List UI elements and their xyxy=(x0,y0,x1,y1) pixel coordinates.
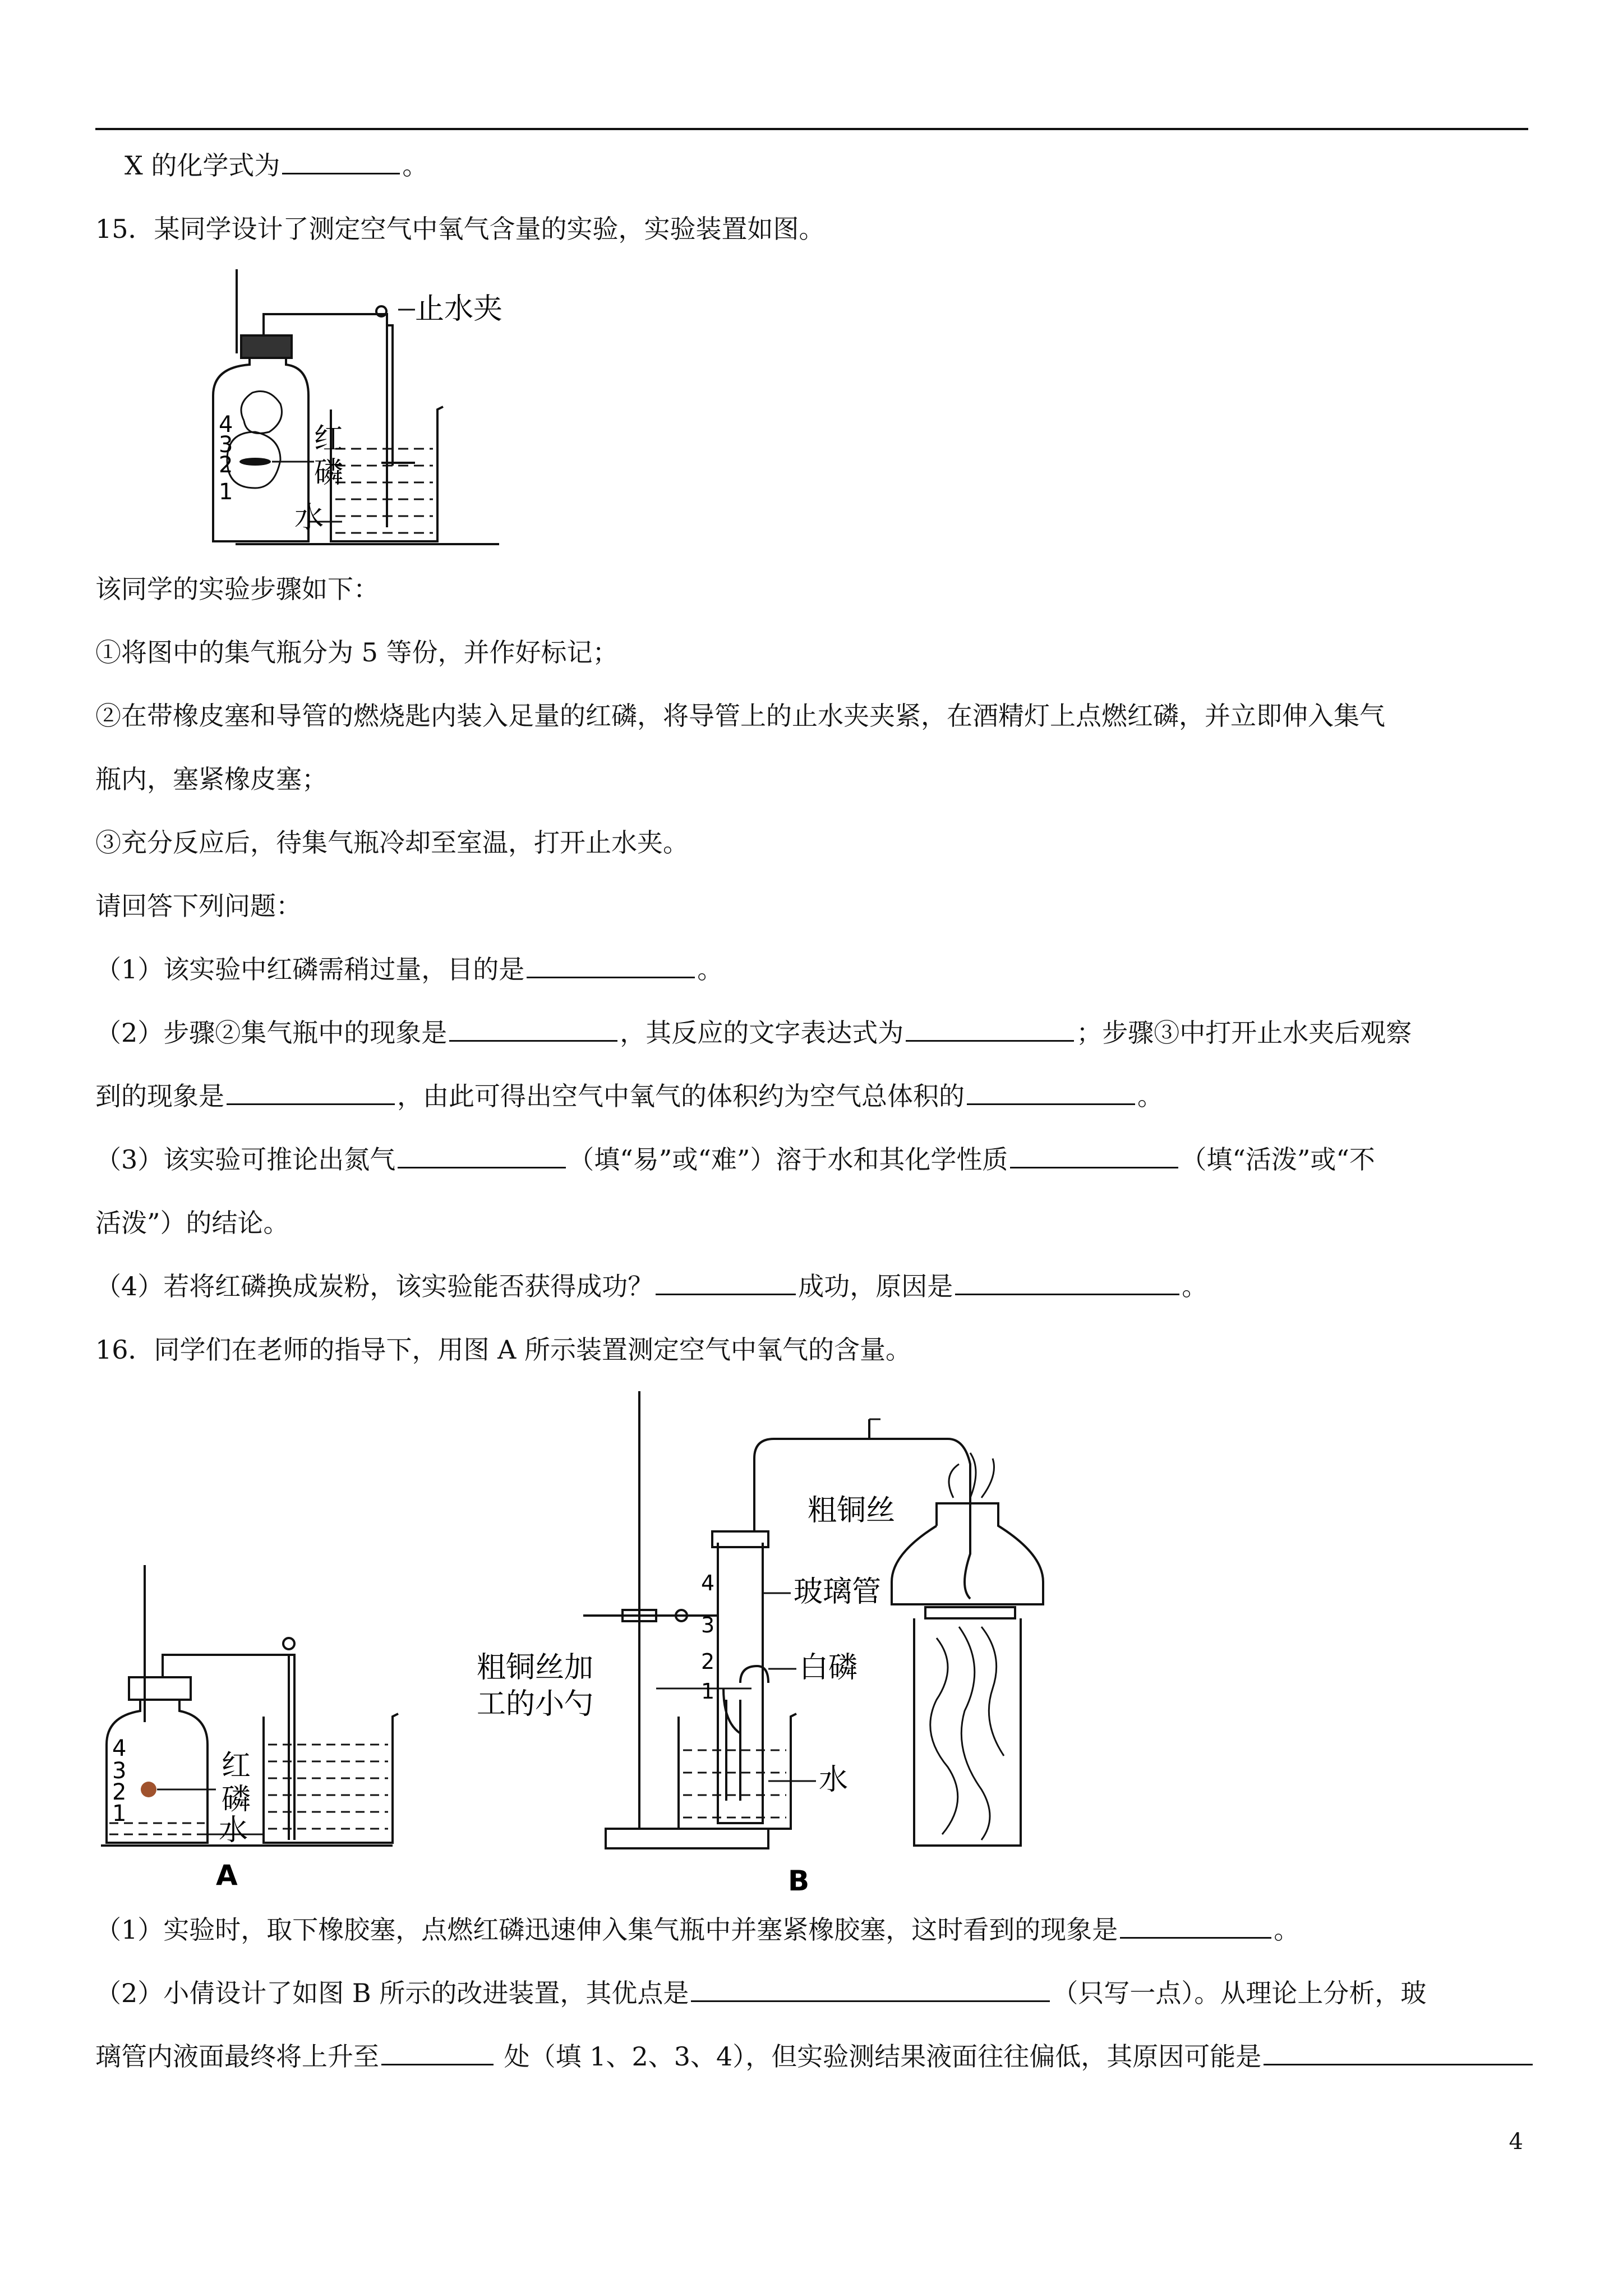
q15-questions-intro: 请回答下列问题： xyxy=(95,891,302,921)
q14-tail-line: X 的化学式为 。 xyxy=(125,150,428,181)
label-glass-tube: 玻璃管 xyxy=(794,1575,882,1609)
mark-1: 1 xyxy=(701,1679,715,1704)
label-red-2: 磷 xyxy=(314,456,344,490)
label-spoon-2: 工的小勺 xyxy=(477,1687,594,1721)
label-water: 水 xyxy=(819,1763,849,1797)
label-water: 水 xyxy=(294,501,324,535)
answer-blank[interactable] xyxy=(955,1270,1179,1295)
label-red-1: 红 xyxy=(314,422,344,456)
page-number: 4 xyxy=(1509,2129,1523,2155)
q15-apparatus-figure xyxy=(202,269,516,550)
q16-figure-b xyxy=(477,1386,1082,1902)
mark-4: 4 xyxy=(701,1571,715,1595)
mark-1: 1 xyxy=(219,479,233,505)
answer-blank[interactable] xyxy=(691,1977,1050,2002)
q15-steps-intro: 该同学的实验步骤如下： xyxy=(95,574,379,604)
label-spoon-1: 粗铜丝加 xyxy=(477,1651,594,1685)
tube-stopper xyxy=(712,1531,768,1547)
answer-blank[interactable] xyxy=(398,1143,566,1168)
answer-blank[interactable] xyxy=(449,1016,617,1042)
q16-title: 16．同学们在老师的指导下，用图 A 所示装置测定空气中氧气的含量。 xyxy=(95,1335,911,1365)
alcohol-lamp xyxy=(892,1503,1043,1604)
label-white-phosphorus: 白磷 xyxy=(799,1651,858,1685)
answer-blank[interactable] xyxy=(967,1080,1135,1105)
mark-3: 3 xyxy=(701,1613,715,1637)
answer-blank[interactable] xyxy=(527,953,695,978)
header-rule xyxy=(95,128,1528,130)
answer-blank[interactable] xyxy=(381,2040,494,2065)
q15-step-2b: 瓶内，塞紧橡皮塞； xyxy=(95,764,328,794)
mark-1: 1 xyxy=(112,1801,127,1826)
label-red-1: 红 xyxy=(222,1749,251,1783)
q15-title: 15．某同学设计了测定空气中氧气含量的实验，实验装置如图。 xyxy=(95,214,825,244)
q15-sub-1: （1）该实验中红磷需稍过量，目的是 。 xyxy=(95,954,723,984)
stopper xyxy=(129,1677,191,1700)
label-red-2: 磷 xyxy=(222,1783,251,1816)
caption-b: B xyxy=(788,1865,810,1897)
q16-sub-2a: （2）小倩设计了如图 B 所示的改进装置，其优点是 （只写一点）。从理论上分析，玻 xyxy=(95,1978,1427,2008)
answer-blank[interactable] xyxy=(656,1270,796,1295)
stand-base xyxy=(606,1829,768,1848)
answer-blank[interactable] xyxy=(906,1016,1074,1042)
mark-3: 3 xyxy=(219,432,233,458)
q15-step-3: ③充分反应后，待集气瓶冷却至室温，打开止水夹。 xyxy=(95,827,689,858)
q15-sub-3b: 活泼”）的结论。 xyxy=(95,1208,289,1238)
caption-a: A xyxy=(216,1859,238,1892)
label-water: 水 xyxy=(219,1814,248,1847)
q16-figure-a xyxy=(95,1391,409,1896)
q15-sub-2a: （2）步骤②集气瓶中的现象是 ，其反应的文字表达式为 ；步骤③中打开止水夹后观察 xyxy=(95,1018,1412,1048)
q15-step-2a: ②在带橡皮塞和导管的燃烧匙内装入足量的红磷，将导管上的止水夹夹紧，在酒精灯上点燃红磷，并立即伸入集气 xyxy=(95,701,1385,731)
mark-4: 4 xyxy=(219,412,233,438)
q16-sub-1: （1）实验时，取下橡胶塞，点燃红磷迅速伸入集气瓶中并塞紧橡胶塞，这时看到的现象是 。 xyxy=(95,1915,1300,1945)
mark-2: 2 xyxy=(112,1779,127,1805)
q16-sub-2b: 璃管内液面最终将上升至 处（填 1、2、3、4），但实验测结果液面往往偏低，其原因可能是 xyxy=(95,2040,1535,2073)
mark-3: 3 xyxy=(112,1758,127,1784)
q15-sub-4: （4）若将红磷换成炭粉，该实验能否获得成功？ 成功，原因是 。 xyxy=(95,1271,1208,1301)
q15-sub-2b: 到的现象是 ，由此可得出空气中氧气的体积约为空气总体积的 。 xyxy=(95,1081,1163,1111)
answer-blank[interactable] xyxy=(227,1080,395,1105)
mark-2: 2 xyxy=(701,1649,715,1674)
answer-blank[interactable] xyxy=(1120,1913,1271,1939)
q15-sub-3a: （3）该实验可推论出氮气 （填“易”或“难”）溶于水和其化学性质 （填“活泼”或“不 xyxy=(95,1144,1375,1175)
q15-step-1: ①将图中的集气瓶分为 5 等份，并作好标记； xyxy=(95,637,619,668)
answer-blank[interactable] xyxy=(1264,2040,1533,2065)
mark-2: 2 xyxy=(219,452,233,478)
label-clip: 止水夹 xyxy=(415,292,503,326)
answer-blank[interactable] xyxy=(1010,1143,1178,1168)
label-copper-wire: 粗铜丝 xyxy=(808,1494,896,1527)
mark-4: 4 xyxy=(112,1736,127,1761)
stopper xyxy=(241,335,292,358)
answer-blank[interactable] xyxy=(282,149,400,174)
